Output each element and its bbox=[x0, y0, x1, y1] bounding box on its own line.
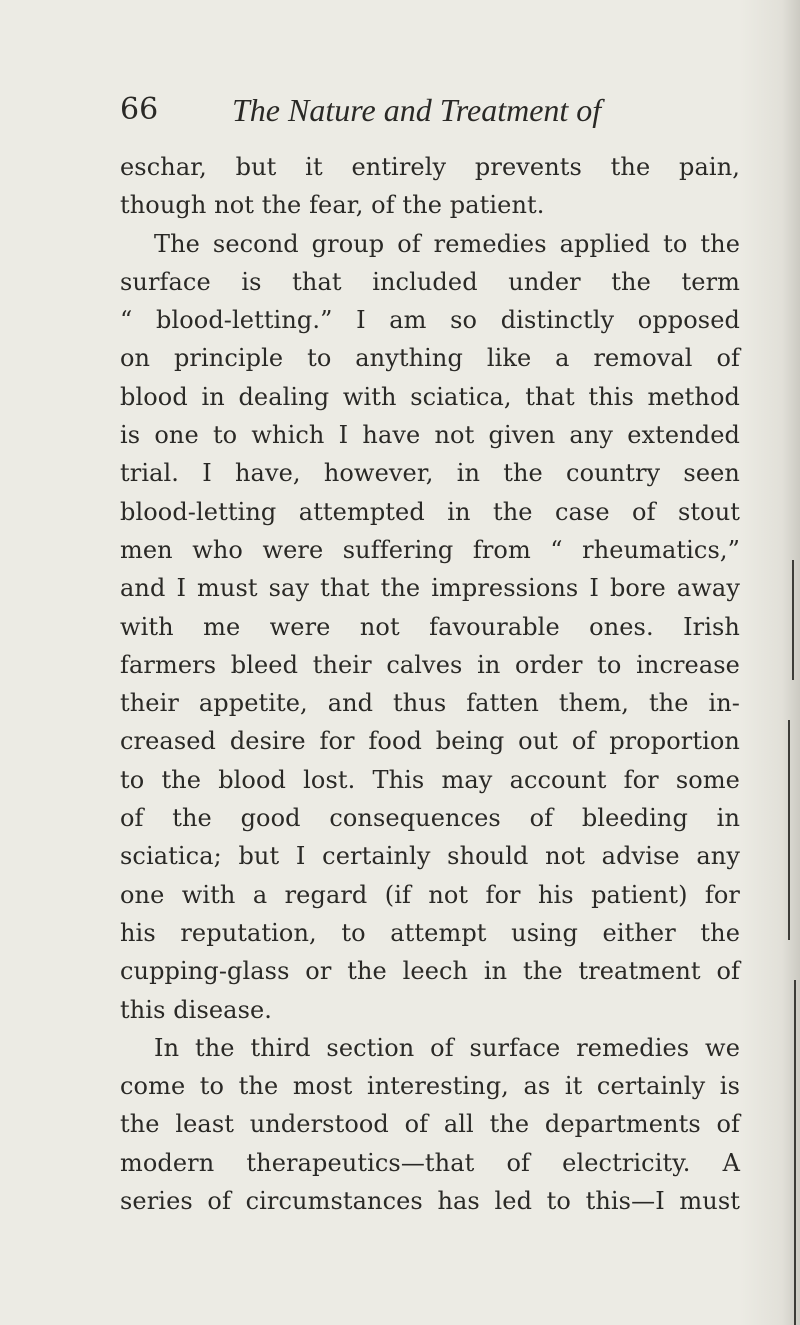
text-line: eschar, but it entirely prevents the pain, bbox=[120, 153, 740, 181]
page-edge-mark bbox=[792, 560, 794, 680]
text-line: with me were not favourable ones. Irish bbox=[120, 612, 740, 641]
page-edge-shadow bbox=[740, 0, 800, 1325]
text-line: come to the most interesting, as it certainly is bbox=[120, 1072, 740, 1101]
page-edge-mark bbox=[794, 980, 796, 1325]
text-line: sciatica; but I certainly should not advise any bbox=[120, 842, 740, 871]
text-line: though not the fear, of the patient. bbox=[120, 191, 545, 220]
page-edge-mark bbox=[788, 720, 790, 940]
text-line: of the good consequences of bleeding in bbox=[120, 804, 740, 833]
page-header bbox=[120, 92, 680, 132]
text-line: blood-letting attempted in the case of stout bbox=[120, 497, 740, 526]
text-line: creased desire for food being out of proportion bbox=[120, 727, 740, 756]
text-line: farmers bleed their calves in order to increase bbox=[120, 650, 740, 679]
body-text bbox=[120, 148, 740, 1220]
text-line: to the blood lost. This may account for some bbox=[120, 765, 740, 794]
text-line: one with a regard (if not for his patient) for bbox=[120, 880, 740, 909]
text-line: his reputation, to attempt using either the bbox=[120, 918, 740, 947]
text-line: series of circumstances has led to this—I must bbox=[120, 1187, 740, 1216]
running-title: The Nature and Treatment of bbox=[232, 92, 602, 128]
text-line: blood in dealing with sciatica, that this method bbox=[120, 382, 740, 411]
text-line: men who were suffering from “ rheumatics,” bbox=[120, 535, 740, 564]
text-line: The second group of remedies applied to the bbox=[154, 229, 740, 258]
text-line: and I must say that the impressions I bore away bbox=[120, 574, 740, 603]
text-line: modern therapeutics—that of electricity. A bbox=[120, 1148, 740, 1177]
text-line: their appetite, and thus fatten them, the in- bbox=[120, 689, 740, 718]
text-line: “ blood-letting.” I am so distinctly opposed bbox=[120, 306, 740, 335]
text-line: cupping-glass or the leech in the treatment of bbox=[120, 957, 740, 986]
page-number: 66 bbox=[120, 92, 159, 127]
text-line: surface is that included under the term bbox=[120, 267, 740, 296]
text-line: on principle to anything like a removal of bbox=[120, 344, 740, 373]
text-line: In the third section of surface remedies we bbox=[154, 1033, 740, 1062]
text-line: the least understood of all the departments of bbox=[120, 1110, 740, 1139]
text-line: is one to which I have not given any extended bbox=[120, 421, 740, 450]
text-line: this disease. bbox=[120, 995, 273, 1024]
text-line: trial. I have, however, in the country seen bbox=[120, 459, 740, 488]
